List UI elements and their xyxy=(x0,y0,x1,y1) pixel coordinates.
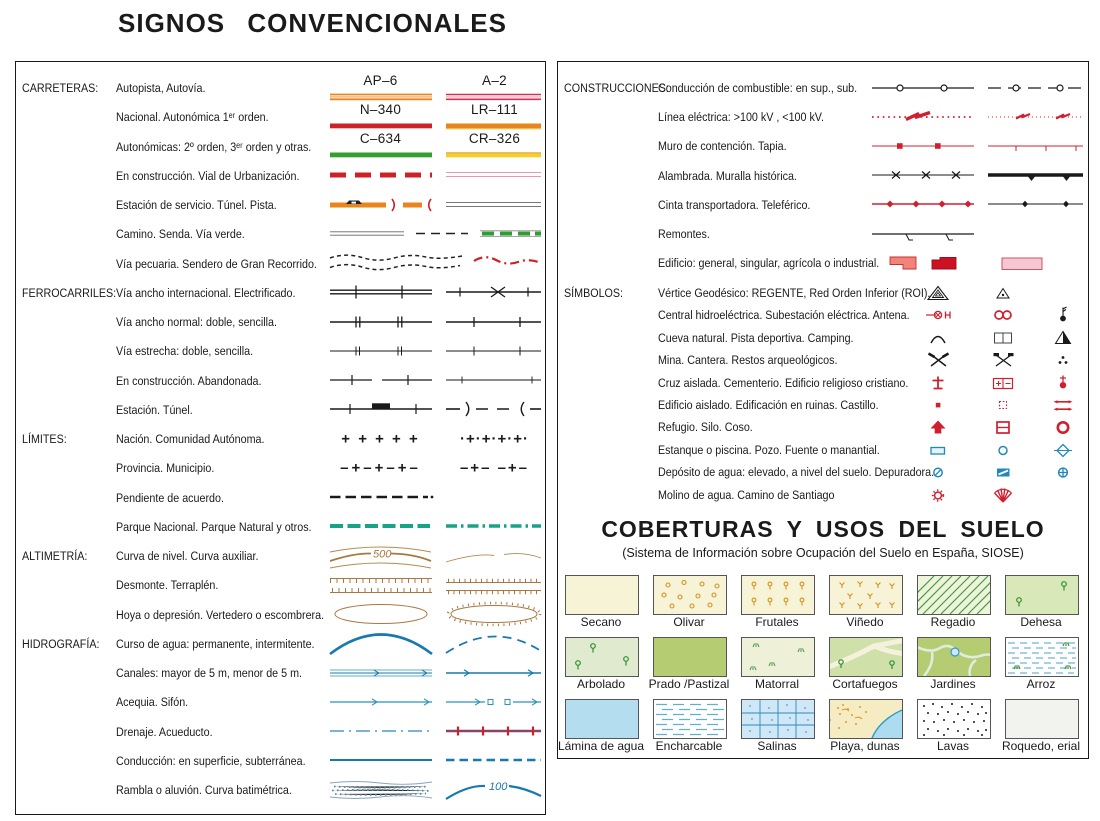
swatch-label: Encharcable xyxy=(655,739,723,753)
legend-row xyxy=(16,132,545,161)
acequia-sifon-symbol xyxy=(328,688,543,717)
wash-bathymetric-icon xyxy=(328,776,543,804)
legend-row xyxy=(558,190,1088,219)
swatch-vinedo xyxy=(829,575,903,615)
rail-international-symbol xyxy=(328,278,543,307)
legend-row xyxy=(16,629,545,658)
legend-row xyxy=(16,191,545,220)
curva-nivel-symbol xyxy=(328,542,543,571)
park-boundary-icon xyxy=(328,512,543,540)
row-description: Alambrada. Muralla histórica. xyxy=(658,168,797,183)
page-title: SIGNOS CONVENCIONALES xyxy=(118,8,507,38)
curso-agua-symbol xyxy=(328,629,543,658)
legend-row xyxy=(558,304,1088,326)
legend-row xyxy=(16,425,545,454)
category-label: SÍMBOLOS: xyxy=(564,286,624,300)
row-description: Canales: mayor de 5 m, menor de 5 m. xyxy=(116,666,302,680)
row-description: Curso de agua: permanente, intermitente. xyxy=(116,636,315,651)
mine-quarry-archaeology-icon xyxy=(870,349,1085,371)
row-description: Vía estrecha: doble, sencilla. xyxy=(116,344,254,359)
swatch-label: Roquedo, erial xyxy=(1001,739,1081,753)
swatch-jardines xyxy=(917,637,991,677)
hydro-substation-antenna-icon xyxy=(870,304,1085,326)
right-panel xyxy=(557,61,1089,759)
building-ruins-castle-icon xyxy=(870,394,1085,416)
rail-narrow-icon xyxy=(328,337,543,365)
row-description: Conducción de combustible: en sup., sub. xyxy=(658,81,858,95)
row-description: Molino de agua. Camino de Santiago xyxy=(658,487,835,502)
fuel-pipe-icon xyxy=(870,74,1085,102)
swatch-label: Lavas xyxy=(936,739,970,753)
regadio-pattern-icon xyxy=(918,576,990,614)
row-description: Cruz aislada. Cementerio. Edificio religioso cristiano. xyxy=(658,375,909,390)
legend-row xyxy=(16,542,545,571)
lavas-pattern-icon xyxy=(918,700,990,738)
rail-narrow-symbol xyxy=(328,337,543,366)
depression-icon xyxy=(328,600,543,628)
road-construction-icon xyxy=(328,161,543,189)
legend-row xyxy=(558,372,1088,394)
cortafuegos-pattern-icon xyxy=(830,638,902,676)
legend-row xyxy=(558,416,1088,438)
legend-row xyxy=(16,366,545,395)
legend-row xyxy=(16,483,545,512)
swatch-label: Arroz xyxy=(1026,677,1056,691)
swatch-label: Viñedo xyxy=(846,615,884,629)
row-description: Acequia. Sifón. xyxy=(116,695,189,710)
vinedo-pattern-icon xyxy=(830,576,902,614)
row-description: Drenaje. Acueducto. xyxy=(116,724,213,739)
cross-cemetery-church-icon xyxy=(870,372,1085,394)
row-description: Cueva natural. Pista deportiva. Camping. xyxy=(658,330,854,345)
legend-row xyxy=(558,439,1088,461)
path-trail-greenway-icon xyxy=(328,220,543,248)
legend-row xyxy=(558,74,1088,103)
service-station-icon xyxy=(328,191,543,219)
powerline-icon xyxy=(870,103,1085,131)
swatch-cortafuegos xyxy=(829,637,903,677)
legend-row xyxy=(16,571,545,600)
swatch-label: Lámina de agua xyxy=(557,739,645,753)
arbolado-pattern-icon xyxy=(566,638,638,676)
legend-row xyxy=(558,132,1088,161)
swatch-frutales xyxy=(741,575,815,615)
motorway-lines-icon xyxy=(328,74,543,102)
limite-provincia-symbol xyxy=(328,454,543,483)
olivar-pattern-icon xyxy=(654,576,726,614)
rail-international-icon xyxy=(328,278,543,306)
row-description: Vía pecuaria. Sendero de Gran Recorrido. xyxy=(116,256,317,271)
category-label: HIDROGRAFÍA: xyxy=(22,636,100,651)
canales-symbol xyxy=(328,659,543,688)
legend-row xyxy=(558,394,1088,416)
estacion-tunel-pista-symbol xyxy=(328,191,543,220)
road-number: AP–6 xyxy=(363,72,398,88)
row-description: Cinta transportadora. Teleférico. xyxy=(658,197,811,212)
legend-row xyxy=(558,282,1088,304)
canal-icon xyxy=(328,659,543,687)
row-description: Hoya o depresión. Vertedero o escombrera. xyxy=(116,607,325,622)
legend-row xyxy=(558,249,1088,278)
rail-normal-icon xyxy=(328,308,543,336)
wall-icon xyxy=(870,132,1085,160)
cruz-cementerio-religioso-symbols xyxy=(870,372,1085,394)
rail-normal-symbol xyxy=(328,308,543,337)
bathymetric-value: 100 xyxy=(489,780,508,793)
legend-row xyxy=(16,308,545,337)
deposito-depuradora-symbols xyxy=(870,461,1085,483)
row-description: Nación. Comunidad Autónoma. xyxy=(116,432,265,446)
mina-cantera-restos-symbols xyxy=(870,349,1085,371)
dehesa-pattern-icon xyxy=(1006,576,1078,614)
remontes-symbol xyxy=(870,220,1085,249)
ski-lift-icon xyxy=(870,220,1085,248)
combustible-symbol xyxy=(870,74,1085,103)
category-label: CONSTRUCCIONES: xyxy=(564,81,669,95)
swatch-arroz xyxy=(1005,637,1079,677)
legend-row xyxy=(558,327,1088,349)
row-description: Curva de nivel. Curva auxiliar. xyxy=(116,549,259,563)
swatch-label: Olivar xyxy=(673,615,705,629)
playa-dunas-pattern-icon xyxy=(830,700,902,738)
row-description: Estanque o piscina. Pozo. Fuente o manantial. xyxy=(658,442,880,457)
boundary-dot-crosses: ·+·+·+·+· xyxy=(459,430,529,448)
row-description: En construcción. Abandonada. xyxy=(116,373,262,388)
fence-wall-icon xyxy=(870,161,1085,189)
row-description: Vértice Geodésico: REGENTE, Red Orden Inferior (ROI). xyxy=(658,286,931,300)
nacional-autonomica-symbol xyxy=(328,103,543,132)
row-description: Provincia. Municipio. xyxy=(116,461,215,476)
limite-nacion-symbol xyxy=(328,425,543,454)
ditch-siphon-icon xyxy=(328,688,543,716)
coberturas-title: COBERTURAS Y USOS DEL SUELO xyxy=(601,516,1045,542)
roquedo-pattern-icon xyxy=(1006,700,1078,738)
legend-row xyxy=(16,278,545,307)
legend-row xyxy=(16,776,545,805)
row-description: Mina. Cantera. Restos arqueológicos. xyxy=(658,353,838,368)
swatch-label: Salinas xyxy=(757,739,797,753)
category-label: LÍMITES: xyxy=(22,432,67,446)
rail-station-tunnel-icon xyxy=(328,395,543,423)
geodesic-vertex-icon xyxy=(870,282,1085,304)
autopista-autovia-symbol xyxy=(328,74,543,103)
swatch-prado xyxy=(653,637,727,677)
frutales-pattern-icon xyxy=(742,576,814,614)
legend-row xyxy=(558,220,1088,249)
row-description: Refugio. Silo. Coso. xyxy=(658,420,753,435)
conveyor-cablecar-icon xyxy=(870,190,1085,218)
row-description: Línea eléctrica: >100 kV , <100 kV. xyxy=(658,110,824,125)
secano-pattern-icon xyxy=(566,576,638,614)
row-description: Conducción: en superficie, subterránea. xyxy=(116,753,306,768)
jardines-pattern-icon xyxy=(918,638,990,676)
conduccion-symbol xyxy=(328,746,543,775)
hoya-vertedero-symbol xyxy=(328,600,543,629)
legend-row xyxy=(16,746,545,775)
drenaje-acueducto-symbol xyxy=(328,717,543,746)
row-description: Edificio aislado. Edificación en ruinas. Castillo. xyxy=(658,398,879,412)
row-description: Central hidroeléctrica. Subestación eléctrica. Antena. xyxy=(658,308,910,323)
row-description: Remontes. xyxy=(658,227,710,241)
row-description: Desmonte. Terraplén. xyxy=(116,578,219,593)
legend-row xyxy=(16,220,545,249)
row-description: Nacional. Autonómica 1ᵉʳ orden. xyxy=(116,110,269,125)
autonomic-road-icon xyxy=(328,132,543,160)
rail-station-tunnel-symbol xyxy=(328,395,543,424)
swatch-playa-dunas xyxy=(829,699,903,739)
rambla-batimetrica-symbol xyxy=(328,776,543,805)
pond-well-spring-icon xyxy=(870,439,1085,461)
vertice-geodesico-symbols xyxy=(870,282,1085,304)
desmonte-terraplen-symbol xyxy=(328,571,543,600)
legend-row xyxy=(16,512,545,541)
row-description: En construcción. Vial de Urbanización. xyxy=(116,168,300,183)
swatch-label: Matorral xyxy=(754,677,799,691)
legend-row xyxy=(16,74,545,103)
refuge-silo-bullring-icon xyxy=(870,416,1085,438)
livestock-gr-icon xyxy=(328,249,543,277)
legend-row xyxy=(16,600,545,629)
row-description: Vía ancho normal: doble, sencilla. xyxy=(116,315,277,329)
arroz-pattern-icon xyxy=(1006,638,1078,676)
salinas-pattern-icon xyxy=(742,700,814,738)
prado-pattern-icon xyxy=(654,638,726,676)
legend-row xyxy=(16,103,545,132)
legend-row xyxy=(16,161,545,190)
swatch-label: Prado /Pastizal xyxy=(648,677,730,691)
row-description: Pendiente de acuerdo. xyxy=(116,490,224,505)
row-description: Autopista, Autovía. xyxy=(116,81,206,95)
swatch-label: Secano xyxy=(580,615,622,629)
national-road-icon xyxy=(328,103,543,131)
mill-scallop-icon xyxy=(870,484,1085,506)
road-number: A–2 xyxy=(482,72,507,88)
municipal-boundary: –+– –+– xyxy=(459,459,530,477)
swatch-salinas xyxy=(741,699,815,739)
legend-row xyxy=(16,717,545,746)
encharcable-pattern-icon xyxy=(654,700,726,738)
row-description: Parque Nacional. Parque Natural y otros. xyxy=(116,519,312,534)
category-label: ALTIMETRÍA: xyxy=(22,549,88,563)
contour-icon xyxy=(328,542,543,570)
swatch-secano xyxy=(565,575,639,615)
swatch-roquedo xyxy=(1005,699,1079,739)
swatch-arbolado xyxy=(565,637,639,677)
swatch-dehesa xyxy=(1005,575,1079,615)
legend-row xyxy=(16,337,545,366)
estanque-pozo-fuente-symbols xyxy=(870,439,1085,461)
legend-row xyxy=(16,249,545,278)
swatch-label: Jardines xyxy=(930,677,976,691)
category-label: FERROCARRILES: xyxy=(22,285,117,300)
legend-row xyxy=(16,659,545,688)
swatch-olivar xyxy=(653,575,727,615)
row-description: Estación de servicio. Túnel. Pista. xyxy=(116,198,277,212)
parque-symbol xyxy=(328,512,543,541)
muro-tapia-symbol xyxy=(870,132,1085,161)
left-panel xyxy=(15,61,546,815)
cave-court-camping-icon xyxy=(870,327,1085,349)
coberturas-subtitle: (Sistema de Información sobre Ocupación del Suelo en España, SIOSE) xyxy=(622,546,1024,560)
matorral-pattern-icon xyxy=(742,638,814,676)
water-tank-treatment-icon xyxy=(870,461,1085,483)
swatch-label: Cortafuegos xyxy=(832,677,898,691)
camino-senda-viaverde-symbol xyxy=(328,220,543,249)
pending-boundary-icon xyxy=(328,483,543,511)
category-label: CARRETERAS: xyxy=(22,81,99,95)
swatch-regadio xyxy=(917,575,991,615)
alambrada-muralla-symbol xyxy=(870,161,1085,190)
legend-row xyxy=(16,395,545,424)
cueva-pista-camping-symbols xyxy=(870,327,1085,349)
swatch-lavas xyxy=(917,699,991,739)
legend-row xyxy=(558,349,1088,371)
row-description: Rambla o aluvión. Curva batimétrica. xyxy=(116,783,292,797)
row-description: Depósito de agua: elevado, a nivel del suelo. Depuradora. xyxy=(658,465,935,480)
contour-value: 500 xyxy=(373,548,392,560)
swatch-matorral xyxy=(741,637,815,677)
drainage-aqueduct-icon xyxy=(328,717,543,745)
road-number: CR–326 xyxy=(468,131,521,146)
refugio-silo-coso-symbols xyxy=(870,416,1085,438)
linea-electrica-symbol xyxy=(870,103,1085,132)
road-number: LR–111 xyxy=(470,101,519,117)
row-description: Camino. Senda. Vía verde. xyxy=(116,227,245,242)
pendiente-symbol xyxy=(328,483,543,512)
hachure-icon xyxy=(328,571,543,599)
lamina-agua-pattern-icon xyxy=(566,700,638,738)
stream-icon xyxy=(328,629,543,657)
pecuaria-gr-symbol xyxy=(328,249,543,278)
rail-construction-symbol xyxy=(328,366,543,395)
swatch-label: Dehesa xyxy=(1020,615,1062,629)
legend-row xyxy=(16,454,545,483)
row-description: Vía ancho internacional. Electrificado. xyxy=(116,285,296,300)
province-boundary: –+–+–+– xyxy=(340,459,421,477)
legend-row xyxy=(558,461,1088,483)
legend-row xyxy=(16,688,545,717)
swatch-label: Regadio xyxy=(930,615,976,629)
boundary-crosses: + + + + + xyxy=(341,430,420,448)
molino-santiago-symbols xyxy=(870,484,1085,506)
cinta-teleferico-symbol xyxy=(870,190,1085,219)
road-number: C–634 xyxy=(359,131,402,146)
energia-antena-symbols xyxy=(870,304,1085,326)
row-description: Autonómicas: 2º orden, 3ᵉʳ orden y otras. xyxy=(116,139,312,154)
autonomicas-symbol xyxy=(328,132,543,161)
row-description: Muro de contención. Tapia. xyxy=(658,139,787,154)
pipe-icon xyxy=(328,746,543,774)
swatch-label: Frutales xyxy=(755,615,799,629)
road-number: N–340 xyxy=(359,101,402,117)
swatch-label: Arbolado xyxy=(576,677,626,691)
swatch-lamina-agua xyxy=(565,699,639,739)
construccion-vial-symbol xyxy=(328,161,543,190)
row-description: Estación. Túnel. xyxy=(116,402,193,417)
row-description: Edificio: general, singular, agrícola o industrial. xyxy=(658,256,880,271)
rail-construction-icon xyxy=(328,366,543,394)
swatch-encharcable xyxy=(653,699,727,739)
swatch-label: Playa, dunas xyxy=(830,739,900,753)
legend-row xyxy=(558,484,1088,506)
edificio-symbol xyxy=(870,249,1085,278)
legend-row xyxy=(558,161,1088,190)
legend-row xyxy=(558,103,1088,132)
buildings-icon xyxy=(870,249,1085,277)
aislado-ruinas-castillo-symbols xyxy=(870,394,1085,416)
